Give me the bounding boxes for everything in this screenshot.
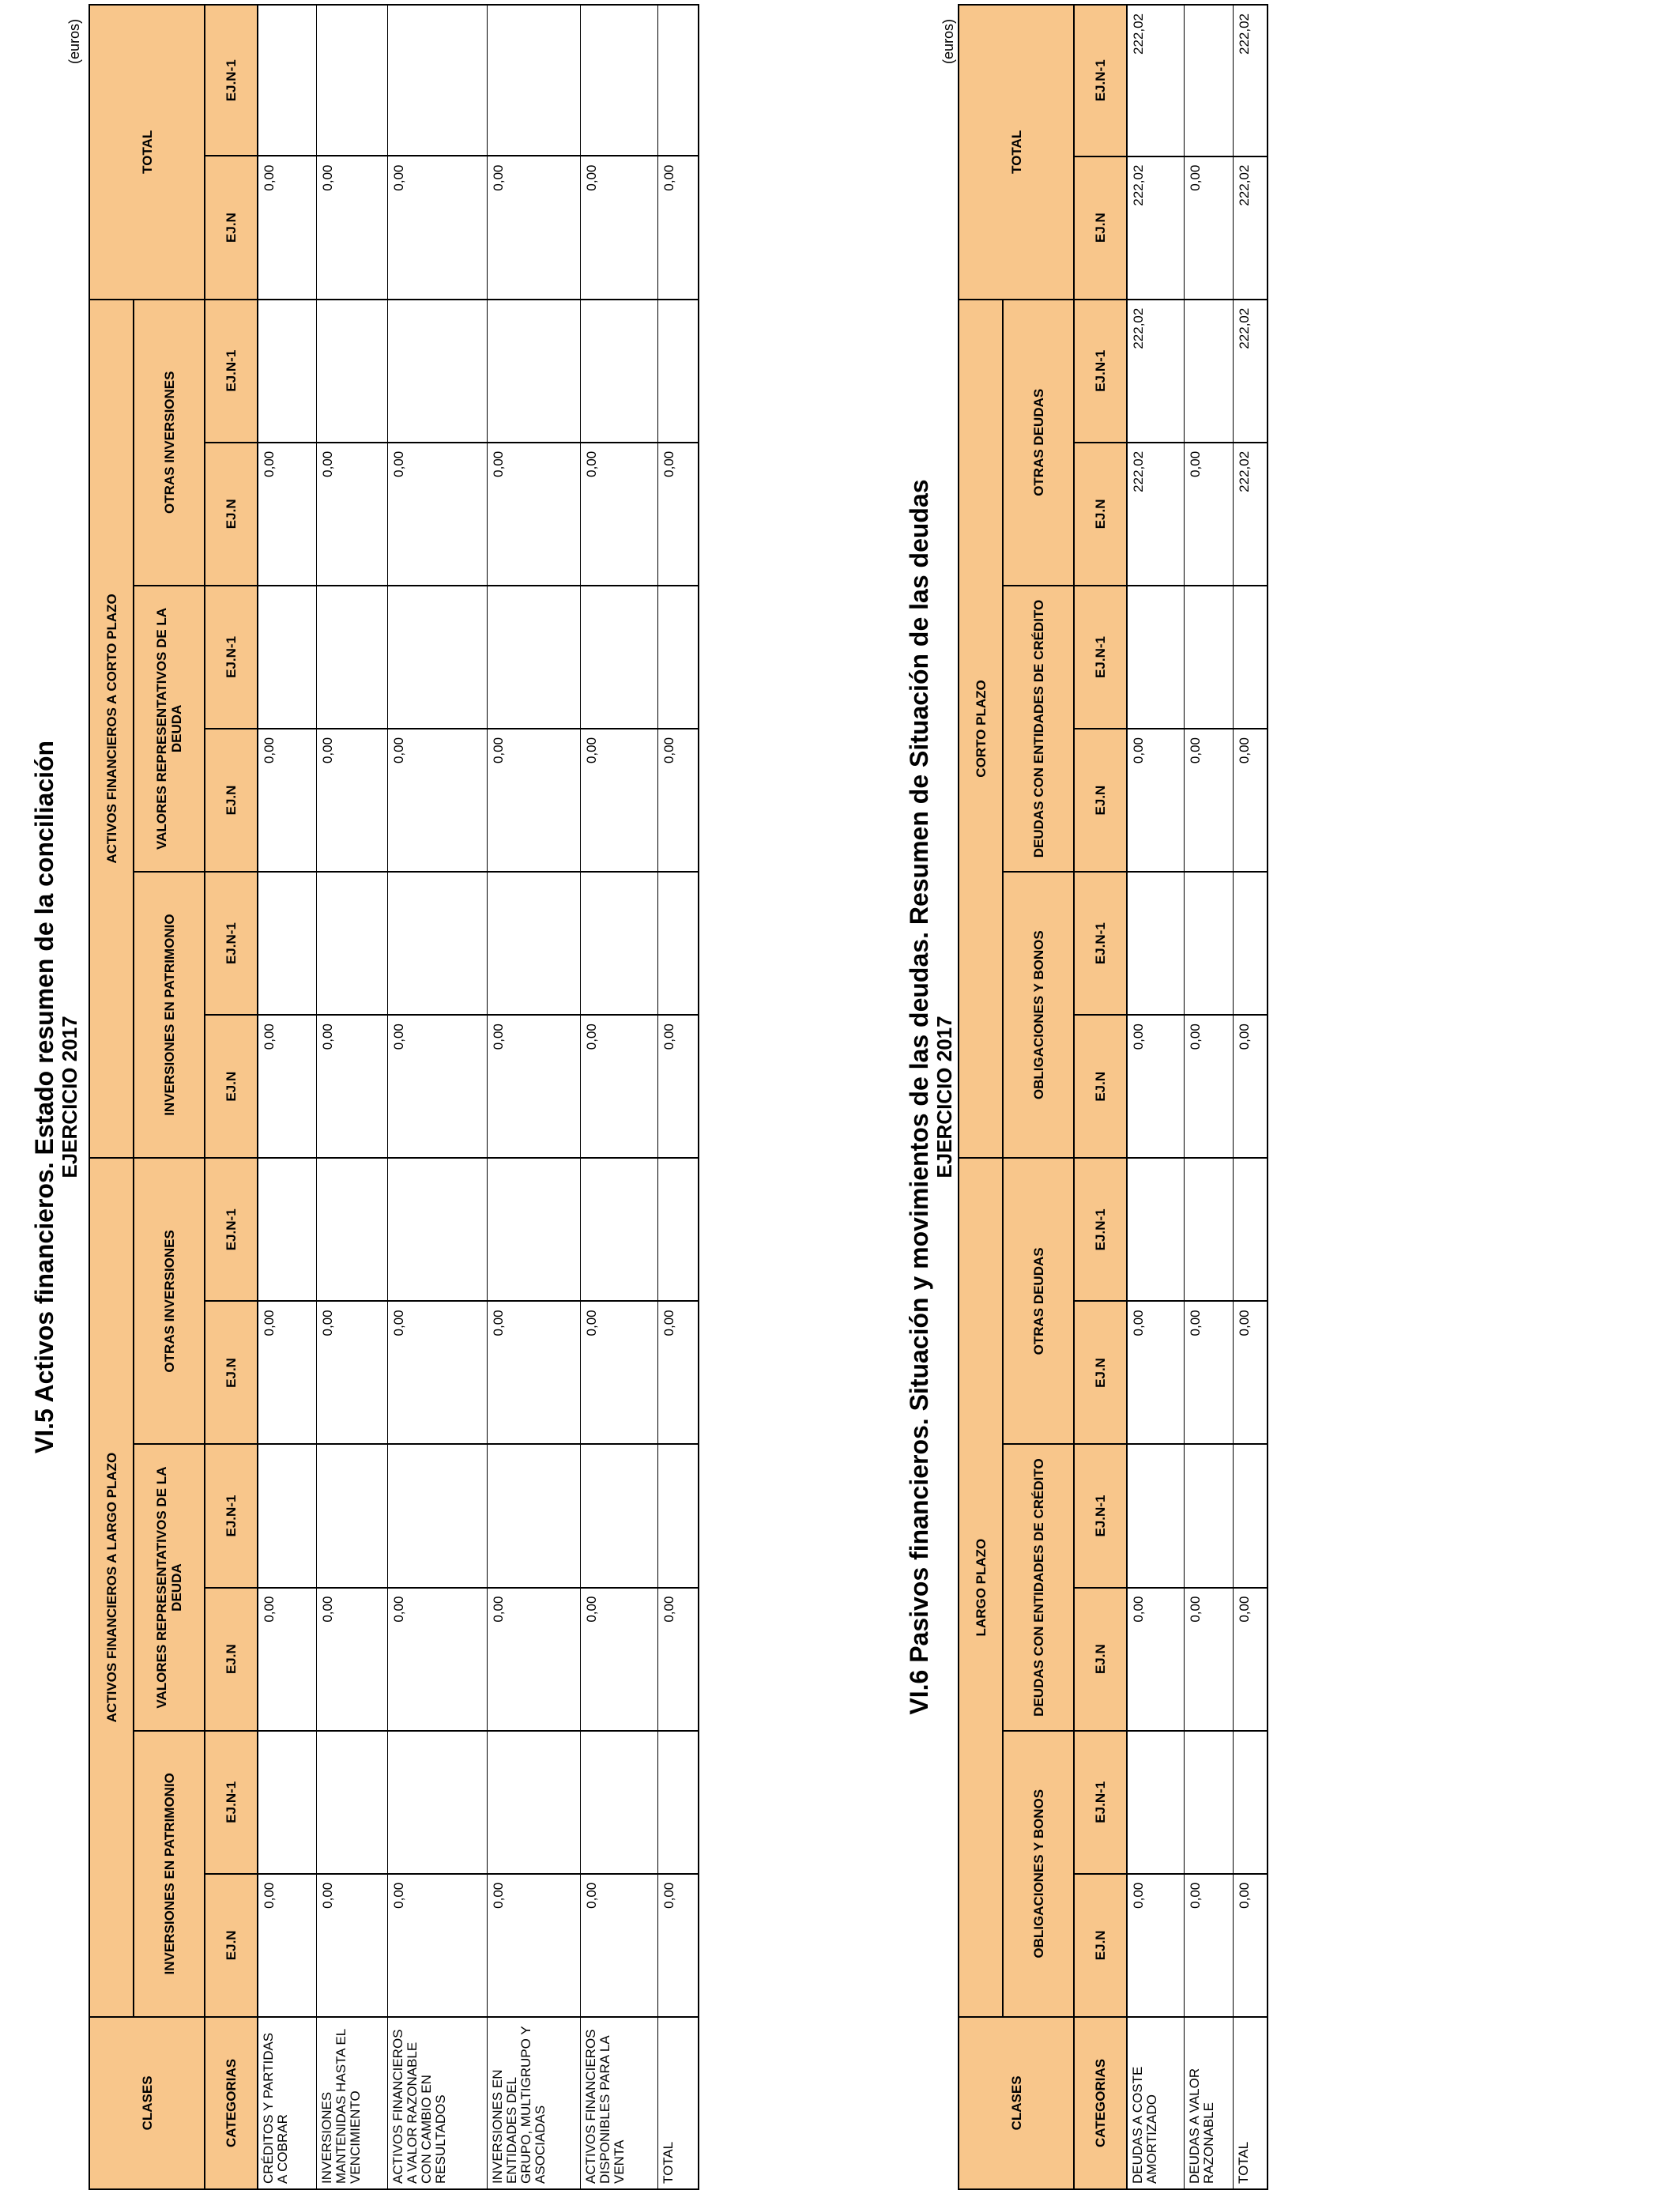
value-cell (580, 586, 657, 729)
ejn-header: EJ.N (205, 443, 258, 586)
ejn1-header: EJ.N-1 (205, 5, 258, 156)
value-cell (258, 5, 316, 156)
value-cell: 0,00 (657, 443, 699, 586)
value-cell (387, 1158, 487, 1301)
ejn1-header: EJ.N-1 (205, 1731, 258, 1874)
value-cell: 0,00 (1184, 1588, 1233, 1731)
value-cell (487, 1731, 580, 1874)
value-cell: 0,00 (487, 1874, 580, 2017)
ejn1-header: EJ.N-1 (1074, 1731, 1127, 1874)
table-row (316, 5, 387, 2189)
value-cell: 0,00 (387, 443, 487, 586)
pasivos-clases-header: CLASES (959, 2017, 1074, 2189)
value-cell (1127, 1731, 1184, 1874)
value-cell (1233, 1731, 1268, 1874)
value-cell: 0,00 (657, 1874, 699, 2017)
pasivos-categorias-header: CATEGORIAS (1074, 2017, 1127, 2189)
table-row (1184, 5, 1233, 2189)
value-cell (487, 1158, 580, 1301)
value-cell: 0,00 (1233, 1301, 1268, 1444)
ejn1-header: EJ.N-1 (205, 300, 258, 443)
value-cell: 0,00 (1233, 1588, 1268, 1731)
value-cell: 0,00 (1233, 1015, 1268, 1158)
value-cell: 0,00 (387, 1588, 487, 1731)
pasivos-table (958, 4, 1268, 2190)
value-cell (316, 300, 387, 443)
pasivos-table-body (1127, 5, 1268, 2189)
value-cell: 222,02 (1233, 443, 1268, 586)
pasivos-title: VI.6 Pasivos financieros. Situación y movimientos de las deudas. Resumen de Situación de las deudas (905, 479, 933, 1715)
value-cell: 0,00 (1127, 1301, 1184, 1444)
value-cell: 0,00 (580, 729, 657, 872)
value-cell (487, 300, 580, 443)
value-cell: 0,00 (316, 1301, 387, 1444)
value-cell: 0,00 (1184, 1301, 1233, 1444)
ejn-header: EJ.N (1074, 1874, 1127, 2017)
value-cell: 0,00 (387, 156, 487, 300)
value-cell (1184, 1731, 1233, 1874)
category-label: DEUDAS A COSTE AMORTIZADO (1127, 2017, 1184, 2189)
value-cell (487, 1444, 580, 1587)
value-cell (657, 1731, 699, 1874)
value-cell: 0,00 (487, 729, 580, 872)
activos-subtitle: EJERCICIO 2017 (58, 1016, 81, 1178)
value-cell: 0,00 (1233, 729, 1268, 872)
category-label: TOTAL (657, 2017, 699, 2189)
value-cell: 0,00 (387, 1874, 487, 2017)
ejn1-header: EJ.N-1 (205, 1444, 258, 1587)
value-cell: 0,00 (1184, 1015, 1233, 1158)
value-cell (258, 300, 316, 443)
ejn-header: EJ.N (205, 1874, 258, 2017)
value-cell (316, 5, 387, 156)
value-cell: 222,02 (1127, 443, 1184, 586)
category-label: INVERSIONES MANTENIDAS HASTA EL VENCIMIENTO (316, 2017, 387, 2189)
activos-cp-valores-header: VALORES REPRESENTATIVOS DE LA DEUDA (134, 586, 205, 872)
ejn-header: EJ.N (1074, 1301, 1127, 1444)
value-cell: 222,02 (1127, 5, 1184, 156)
value-cell: 0,00 (258, 156, 316, 300)
ejn1-header: EJ.N-1 (205, 872, 258, 1015)
value-cell: 222,02 (1127, 156, 1184, 300)
value-cell: 222,02 (1233, 300, 1268, 443)
value-cell (580, 5, 657, 156)
pasivos-title-block (905, 0, 955, 2194)
activos-lp-otras-header: OTRAS INVERSIONES (134, 1158, 205, 1444)
activos-cp-inversiones-header: INVERSIONES EN PATRIMONIO (134, 872, 205, 1158)
value-cell (580, 1158, 657, 1301)
ejn1-header: EJ.N-1 (1074, 586, 1127, 729)
value-cell (258, 586, 316, 729)
value-cell (1127, 586, 1184, 729)
value-cell: 0,00 (580, 156, 657, 300)
activos-categorias-header: CATEGORIAS (205, 2017, 258, 2189)
value-cell: 0,00 (487, 1301, 580, 1444)
value-cell (258, 1158, 316, 1301)
value-cell (580, 300, 657, 443)
value-cell: 0,00 (258, 729, 316, 872)
value-cell: 0,00 (657, 1588, 699, 1731)
value-cell: 0,00 (387, 1015, 487, 1158)
value-cell: 0,00 (487, 1588, 580, 1731)
value-cell (580, 1444, 657, 1587)
value-cell (316, 586, 387, 729)
value-cell: 0,00 (487, 156, 580, 300)
pasivos-largo-plazo-header: LARGO PLAZO (959, 1158, 1003, 2017)
category-label: ACTIVOS FINANCIEROS DISPONIBLES PARA LA VENTA (580, 2017, 657, 2189)
table-row (258, 5, 316, 2189)
table-row (1233, 5, 1268, 2189)
category-label: ACTIVOS FINANCIEROS A VALOR RAZONABLE CON CAMBIO EN RESULTADOS (387, 2017, 487, 2189)
value-cell: 0,00 (258, 443, 316, 586)
value-cell (1127, 1444, 1184, 1587)
activos-title: VI.5 Activos financieros. Estado resumen de la conciliación (30, 740, 58, 1454)
ejn-header: EJ.N (1074, 443, 1127, 586)
value-cell (258, 1731, 316, 1874)
ejn1-header: EJ.N-1 (1074, 872, 1127, 1015)
value-cell: 222,02 (1233, 156, 1268, 300)
value-cell (1127, 872, 1184, 1015)
value-cell: 0,00 (487, 1015, 580, 1158)
category-label: CRÉDITOS Y PARTIDAS A COBRAR (258, 2017, 316, 2189)
ejn-header: EJ.N (205, 156, 258, 300)
value-cell: 0,00 (387, 1301, 487, 1444)
value-cell (487, 5, 580, 156)
value-cell: 0,00 (1184, 156, 1233, 300)
ejn-header: EJ.N (205, 1301, 258, 1444)
value-cell (580, 1731, 657, 1874)
value-cell: 0,00 (1184, 729, 1233, 872)
value-cell (657, 872, 699, 1015)
ejn1-header: EJ.N-1 (205, 1158, 258, 1301)
activos-total-header: TOTAL (89, 5, 205, 300)
pasivos-lp-otras-header: OTRAS DEUDAS (1003, 1158, 1074, 1444)
value-cell (1184, 872, 1233, 1015)
activos-units: (euros) (66, 18, 82, 64)
value-cell (1233, 586, 1268, 729)
table-row (1127, 5, 1184, 2189)
value-cell (387, 1731, 487, 1874)
value-cell: 0,00 (657, 1301, 699, 1444)
activos-largo-plazo-header: ACTIVOS FINANCIEROS A LARGO PLAZO (89, 1158, 134, 2017)
value-cell: 0,00 (580, 443, 657, 586)
value-cell: 222,02 (1127, 300, 1184, 443)
value-cell (487, 586, 580, 729)
value-cell (258, 1444, 316, 1587)
value-cell (1127, 1158, 1184, 1301)
value-cell: 0,00 (316, 1874, 387, 2017)
value-cell: 0,00 (316, 1015, 387, 1158)
pasivos-total-header: TOTAL (959, 5, 1074, 300)
value-cell: 0,00 (657, 729, 699, 872)
activos-table-body (258, 5, 699, 2189)
ejn-header: EJ.N (205, 1588, 258, 1731)
activos-title-block (30, 0, 81, 2194)
value-cell (657, 1158, 699, 1301)
value-cell (580, 872, 657, 1015)
value-cell: 0,00 (657, 156, 699, 300)
table-row (487, 5, 580, 2189)
value-cell: 0,00 (580, 1874, 657, 2017)
ejn1-header: EJ.N-1 (1074, 5, 1127, 156)
value-cell (1184, 1444, 1233, 1587)
value-cell: 0,00 (258, 1874, 316, 2017)
value-cell (316, 1731, 387, 1874)
value-cell (316, 872, 387, 1015)
ejn1-header: EJ.N-1 (205, 586, 258, 729)
value-cell (1233, 1444, 1268, 1587)
value-cell: 0,00 (387, 729, 487, 872)
ejn1-header: EJ.N-1 (1074, 300, 1127, 443)
ejn-header: EJ.N (205, 1015, 258, 1158)
value-cell (657, 300, 699, 443)
activos-clases-header: CLASES (89, 2017, 205, 2189)
ejn-header: EJ.N (205, 729, 258, 872)
ejn-header: EJ.N (1074, 156, 1127, 300)
activos-lp-inversiones-header: INVERSIONES EN PATRIMONIO (134, 1731, 205, 2017)
pasivos-cp-obligaciones-header: OBLIGACIONES Y BONOS (1003, 872, 1074, 1158)
value-cell (1233, 872, 1268, 1015)
value-cell (387, 5, 487, 156)
activos-lp-valores-header: VALORES REPRESENTATIVOS DE LA DEUDA (134, 1444, 205, 1730)
pasivos-lp-obligaciones-header: OBLIGACIONES Y BONOS (1003, 1731, 1074, 2017)
ejn1-header: EJ.N-1 (1074, 1444, 1127, 1587)
value-cell (1184, 1158, 1233, 1301)
table-row (657, 5, 699, 2189)
value-cell: 0,00 (657, 1015, 699, 1158)
value-cell (387, 872, 487, 1015)
pasivos-units: (euros) (940, 18, 956, 64)
value-cell: 0,00 (316, 156, 387, 300)
value-cell: 0,00 (1127, 729, 1184, 872)
ejn-header: EJ.N (1074, 729, 1127, 872)
value-cell: 0,00 (1184, 443, 1233, 586)
value-cell: 222,02 (1233, 5, 1268, 156)
pasivos-cp-otras-header: OTRAS DEUDAS (1003, 300, 1074, 586)
ejn-header: EJ.N (1074, 1588, 1127, 1731)
value-cell: 0,00 (1127, 1015, 1184, 1158)
pasivos-corto-plazo-header: CORTO PLAZO (959, 300, 1003, 1159)
table-row (580, 5, 657, 2189)
pasivos-subtitle: EJERCICIO 2017 (932, 1016, 956, 1178)
value-cell: 0,00 (258, 1301, 316, 1444)
ejn-header: EJ.N (1074, 1015, 1127, 1158)
activos-cp-otras-header: OTRAS INVERSIONES (134, 300, 205, 586)
value-cell: 0,00 (1127, 1874, 1184, 2017)
value-cell: 0,00 (258, 1588, 316, 1731)
value-cell: 0,00 (316, 1588, 387, 1731)
value-cell (387, 300, 487, 443)
value-cell (487, 872, 580, 1015)
value-cell (316, 1444, 387, 1587)
table-row (387, 5, 487, 2189)
value-cell: 0,00 (580, 1301, 657, 1444)
value-cell: 0,00 (487, 443, 580, 586)
category-label: INVERSIONES EN ENTIDADES DEL GRUPO, MULTIGRUPO Y ASOCIADAS (487, 2017, 580, 2189)
value-cell (657, 5, 699, 156)
value-cell: 0,00 (1127, 1588, 1184, 1731)
value-cell: 0,00 (1233, 1874, 1268, 2017)
pasivos-lp-credito-header: DEUDAS CON ENTIDADES DE CRÉDITO (1003, 1444, 1074, 1730)
activos-table (89, 4, 699, 2190)
value-cell (1184, 5, 1233, 156)
category-label: DEUDAS A VALOR RAZONABLE (1184, 2017, 1233, 2189)
value-cell: 0,00 (1184, 1874, 1233, 2017)
value-cell (387, 1444, 487, 1587)
category-label: TOTAL (1233, 2017, 1268, 2189)
value-cell (316, 1158, 387, 1301)
value-cell (1233, 1158, 1268, 1301)
value-cell (387, 586, 487, 729)
ejn1-header: EJ.N-1 (1074, 1158, 1127, 1301)
value-cell: 0,00 (316, 443, 387, 586)
value-cell (258, 872, 316, 1015)
value-cell (1184, 586, 1233, 729)
value-cell: 0,00 (580, 1588, 657, 1731)
value-cell (1184, 300, 1233, 443)
pasivos-cp-credito-header: DEUDAS CON ENTIDADES DE CRÉDITO (1003, 586, 1074, 872)
value-cell (657, 1444, 699, 1587)
value-cell (657, 586, 699, 729)
value-cell: 0,00 (258, 1015, 316, 1158)
value-cell: 0,00 (316, 729, 387, 872)
activos-corto-plazo-header: ACTIVOS FINANCIEROS A CORTO PLAZO (89, 300, 134, 1159)
value-cell: 0,00 (580, 1015, 657, 1158)
